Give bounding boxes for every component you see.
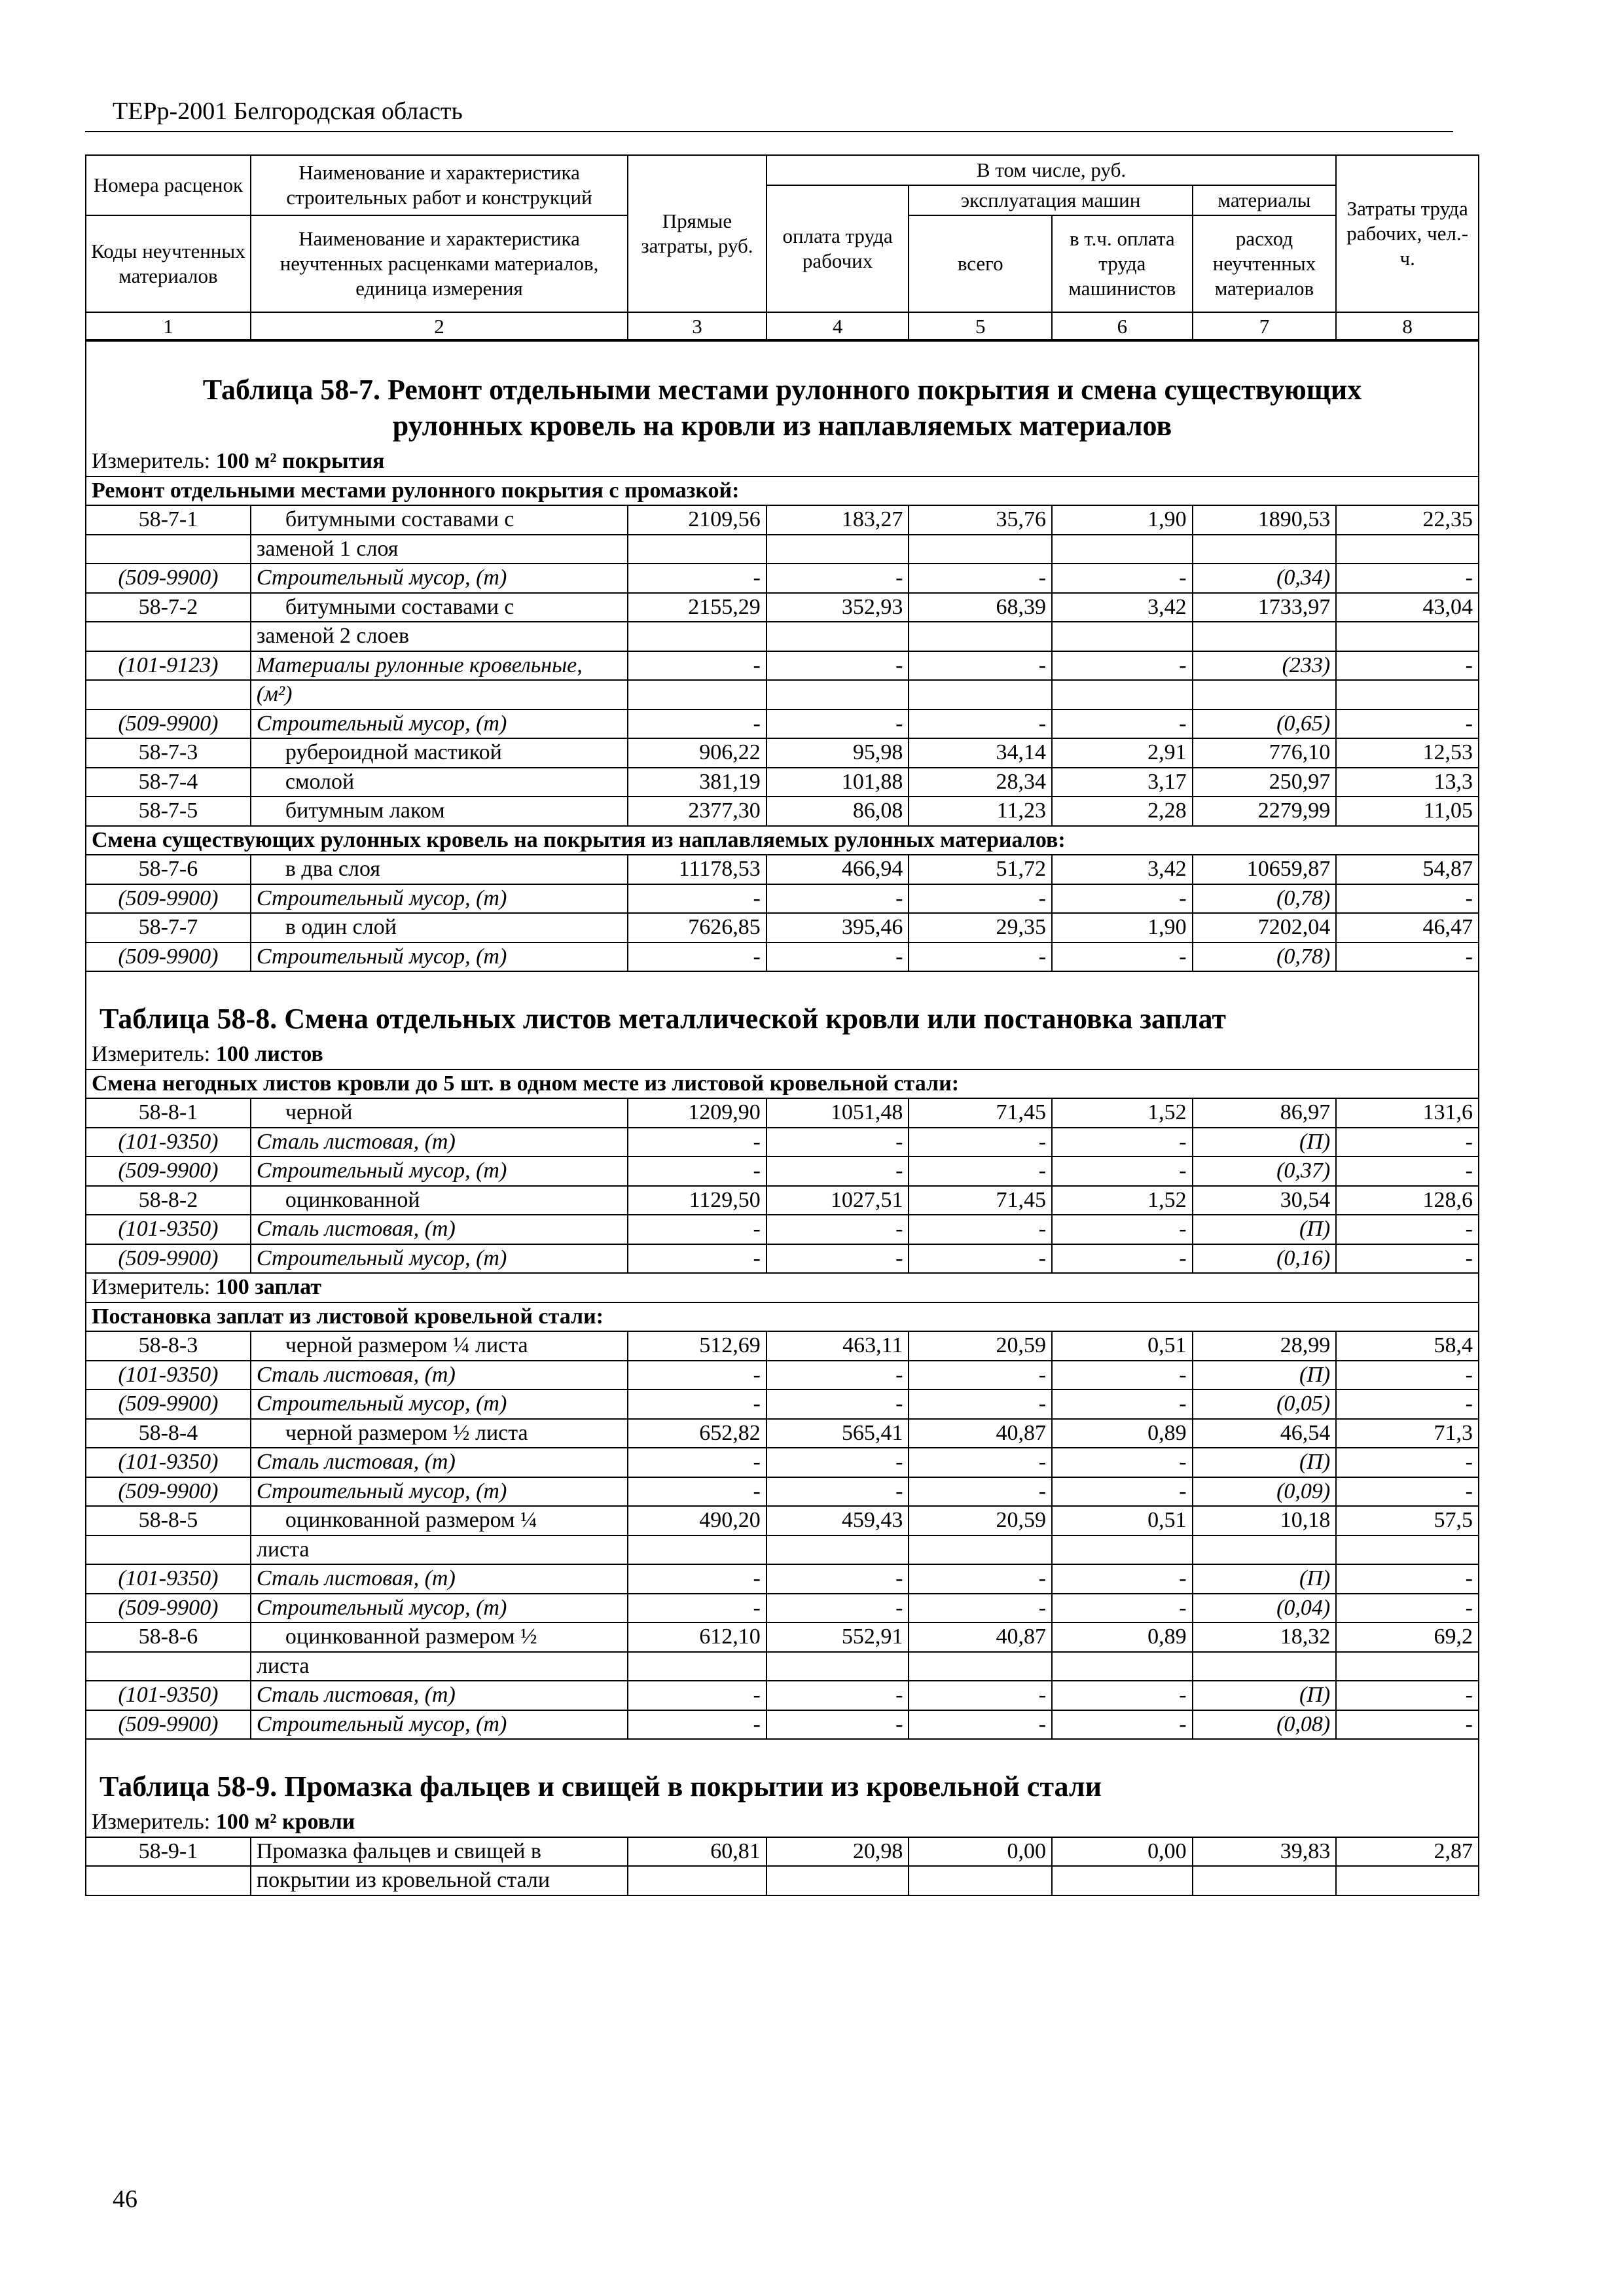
material-row: (101-9350) Сталь листовая, (т) - - - - (П) -: [86, 1564, 1479, 1594]
section-header: Смена существующих рулонных кровель на покрытия из наплавляемых рулонных материалов:: [86, 826, 1479, 855]
material-row: (101-9350) Сталь листовая, (т) - - - - (П) -: [86, 1681, 1479, 1710]
table-58-9-measure: Измеритель: 100 м² кровли: [86, 1808, 1479, 1837]
col-header-7: расход неучтенных материалов: [1193, 215, 1337, 312]
col-num-8: 8: [1336, 312, 1479, 341]
material-row: (509-9900) Строительный мусор, (т) - - - - (0,08) -: [86, 1710, 1479, 1740]
material-row: (509-9900) Строительный мусор, (т) - - - - (0,09) -: [86, 1477, 1479, 1507]
table-row: 58-8-4 черной размером ½ листа 652,82 565,41 40,87 0,89 46,54 71,3: [86, 1419, 1479, 1448]
header-rule: [85, 131, 1453, 132]
material-row: (509-9900) Строительный мусор, (т) - - - - (0,04) -: [86, 1594, 1479, 1623]
col-header-incl: В том числе, руб.: [767, 155, 1337, 185]
col-header-materials: материалы: [1193, 185, 1337, 215]
table-row: 58-7-5 битумным лаком 2377,30 86,08 11,23 2,28 2279,99 11,05: [86, 797, 1479, 826]
material-row: (509-9900) Строительный мусор, (т) - - - - (0,65) -: [86, 709, 1479, 739]
table-58-9-title: Таблица 58-9. Промазка фальцев и свищей в покрытии из кровельной стали: [99, 1770, 1102, 1803]
table-58-7-measure: Измеритель: 100 м² покрытия: [86, 448, 1479, 476]
table-58-8-measure: Измеритель: 100 листов: [86, 1041, 1479, 1069]
material-row: (101-9350) Сталь листовая, (т) - - - - (П) -: [86, 1128, 1479, 1157]
col-num-7: 7: [1193, 312, 1337, 341]
material-row: (509-9900) Строительный мусор, (т) - - - - (0,78) -: [86, 884, 1479, 914]
col-num-5: 5: [909, 312, 1052, 341]
rates-table: Таблица 58-7. Ремонт отдельными местами рулонного покрытия и смена существующих рулонных кровель на кровли из наплавляемых материалов Измеритель: 100 м² покрытия Ремонт отдельными местами рулонного покрытия с промазкой: 58-7-1 битумными составами с 2109,56 183,27 35,76 1,90 1890,53 22,35 заменой 1 слоя (509-9900) Строительный мусор, (т) - - - - (0,34) - 58-7-2 битумными составами с 2155,29 352,93 68,39 3,42 1733,97 43,04 заменой 2 слоев (101-9123) Материалы рулонные кровельные, - - - - (233) - (м²) (509-9900) Строительный мусор, (т) - - - - (0,65) - 58-7-3 рубероидной мастикой 906,22 95,98 34,14 2,91 776,10 12,53 58-7-4 смолой 381,19 101,88 28,34 3,17 250,97 13,3 58-7-5 битумным лаком 2377,30 86,08 11,23 2,28 2279,99 11,05 Смена существующих рулонных кровель на покрытия из наплавляемых рулонных материалов: 58-7-6 в два слоя 11178,53 466,94 51,72 3,42 10659,87 54,87 (509-9900) Строительный мусор, (т) - - - - (0,78) - 58-7-7 в один слой 7626,85 395,46 29,35 1,90 7202,04 46,47 (509-9900) Строительный мусор, (т) - - - - (0,78) - Таблица 58-8. Смена отдельных листов металлической кровли или постановка заплат Измеритель: 100 листов Смена негодных листов кровли до 5 шт. в одном месте из листовой кровельной стали: 58-8-1 черной 1209,90 1051,48 71,45 1,52 86,97 131,6 (101-9350) Сталь листовая, (т) - - - - (П) - (509-9900) Строительный мусор, (т) - - - - (0,37) - 58-8-2 оцинкованной 1129,50 1027,51 71,45 1,52 30,54 128,6 (101-9350) Сталь листовая, (т) - - - - (П) - (509-9900) Строительный мусор, (т) - - - - (0,16) - Измеритель: 100 заплат Постановка заплат из листовой кровельной стали: 58-8-3 черной размером ¼ листа 512,69 463,11 20,59 0,51 28,99 58,4 (101-9350) Сталь листовая, (т) - - - - (П) - (509-9900) Строительный мусор, (т) - - - - (0,05) - 58-8-4 черной размером ½ листа 652,82 565,41 40,87 0,89 46,54 71,3 (101-9350) Сталь листовая, (т) - - - - (П) - (509-9900) Строительный мусор, (т) - - - - (0,09) - 58-8-5 оцинкованной размером ¼ 490,20 459,43 20,59 0,51 10,18 57,5 листа (101-9350) Сталь листовая, (т) - - - - (П) - (509-9900) Строительный мусор, (т) - - - - (0,04) - 58-8-6 оцинкованной размером ½ 612,10 552,91 40,87 0,89 18,32 69,2 листа (101-9350) Сталь листовая, (т) - - - - (П) - (509-9900) Строительный мусор, (т) - - - - (0,08) - Таблица 58-9. Промазка фальцев и свищей в покрытии из кровельной стали Измеритель: 100 м² кровли 58-9-1 Промазка фальцев и свищей в 60,81 20,98 0,00 0,00 39,83 2,87 покрытии из кровельной стали: [85, 339, 1479, 1896]
col-header-2b: Наименование и характеристика неучтенных расценками материалов, единица измерения: [251, 215, 628, 312]
table-58-8-title: Таблица 58-8. Смена отдельных листов металлической кровли или постановка заплат: [99, 1003, 1226, 1035]
table-row: 58-7-1 битумными составами с 2109,56 183,27 35,76 1,90 1890,53 22,35: [86, 505, 1479, 535]
col-header-6: в т.ч. оплата труда машинистов: [1052, 215, 1193, 312]
material-row: (509-9900) Строительный мусор, (т) - - - - (0,05) -: [86, 1390, 1479, 1419]
col-header-8: Затраты труда рабочих, чел.-ч.: [1336, 155, 1479, 312]
col-header-1: Номера расценок: [86, 155, 251, 215]
col-num-3: 3: [628, 312, 767, 341]
col-header-machines: эксплуатация машин: [909, 185, 1192, 215]
material-row: (101-9350) Сталь листовая, (т) - - - - (П) -: [86, 1361, 1479, 1390]
material-row: (509-9900) Строительный мусор, (т) - - - - (0,78) -: [86, 942, 1479, 972]
col-num-4: 4: [767, 312, 909, 341]
page-number: 46: [113, 2185, 137, 2213]
document-header: ТЕРр-2001 Белгородская область: [113, 98, 463, 125]
table-row: 58-7-2 битумными составами с 2155,29 352,93 68,39 3,42 1733,97 43,04: [86, 593, 1479, 622]
table-row: 58-7-3 рубероидной мастикой 906,22 95,98 34,14 2,91 776,10 12,53: [86, 738, 1479, 768]
table-58-7-title: Таблица 58-7. Ремонт отдельными местами рулонного покрытия и смена существующих рулонных кровель на кровли из наплавляемых материалов: [202, 374, 1362, 442]
material-row: (101-9123) Материалы рулонные кровельные, - - - - (233) -: [86, 651, 1479, 681]
table-row: 58-8-3 черной размером ¼ листа 512,69 463,11 20,59 0,51 28,99 58,4: [86, 1331, 1479, 1361]
table-row: 58-9-1 Промазка фальцев и свищей в 60,81 20,98 0,00 0,00 39,83 2,87: [86, 1837, 1479, 1867]
section-header: Ремонт отдельными местами рулонного покрытия с промазкой:: [86, 476, 1479, 506]
material-row: (509-9900) Строительный мусор, (т) - - - - (0,34) -: [86, 564, 1479, 593]
col-header-5: всего: [909, 215, 1052, 312]
col-num-1: 1: [86, 312, 251, 341]
col-num-6: 6: [1052, 312, 1193, 341]
table-row: 58-7-4 смолой 381,19 101,88 28,34 3,17 250,97 13,3: [86, 768, 1479, 797]
table-58-8-measure-2: Измеритель: 100 заплат: [86, 1273, 1479, 1302]
col-header-4: оплата труда рабочих: [767, 185, 909, 312]
col-header-2: Наименование и характеристика строительных работ и конструкций: [251, 155, 628, 215]
material-row: (509-9900) Строительный мусор, (т) - - - - (0,37) -: [86, 1157, 1479, 1186]
table-row: 58-7-6 в два слоя 11178,53 466,94 51,72 3,42 10659,87 54,87: [86, 855, 1479, 884]
material-row: (101-9350) Сталь листовая, (т) - - - - (П) -: [86, 1448, 1479, 1477]
column-header-table: [85, 154, 1479, 342]
table-row: 58-7-7 в один слой 7626,85 395,46 29,35 1,90 7202,04 46,47: [86, 913, 1479, 942]
table-row: 58-8-6 оцинкованной размером ½ 612,10 552,91 40,87 0,89 18,32 69,2: [86, 1623, 1479, 1652]
table-row: 58-8-1 черной 1209,90 1051,48 71,45 1,52 86,97 131,6: [86, 1098, 1479, 1128]
material-row: (101-9350) Сталь листовая, (т) - - - - (П) -: [86, 1215, 1479, 1244]
col-header-1b: Коды неучтенных материалов: [86, 215, 251, 312]
section-header: Смена негодных листов кровли до 5 шт. в одном месте из листовой кровельной стали:: [86, 1069, 1479, 1099]
section-header: Постановка заплат из листовой кровельной стали:: [86, 1302, 1479, 1332]
table-row: 58-8-2 оцинкованной 1129,50 1027,51 71,45 1,52 30,54 128,6: [86, 1186, 1479, 1215]
material-row: (509-9900) Строительный мусор, (т) - - - - (0,16) -: [86, 1244, 1479, 1274]
col-header-3: Прямые затраты, руб.: [628, 155, 767, 312]
col-num-2: 2: [251, 312, 628, 341]
table-row: 58-8-5 оцинкованной размером ¼ 490,20 459,43 20,59 0,51 10,18 57,5: [86, 1506, 1479, 1535]
